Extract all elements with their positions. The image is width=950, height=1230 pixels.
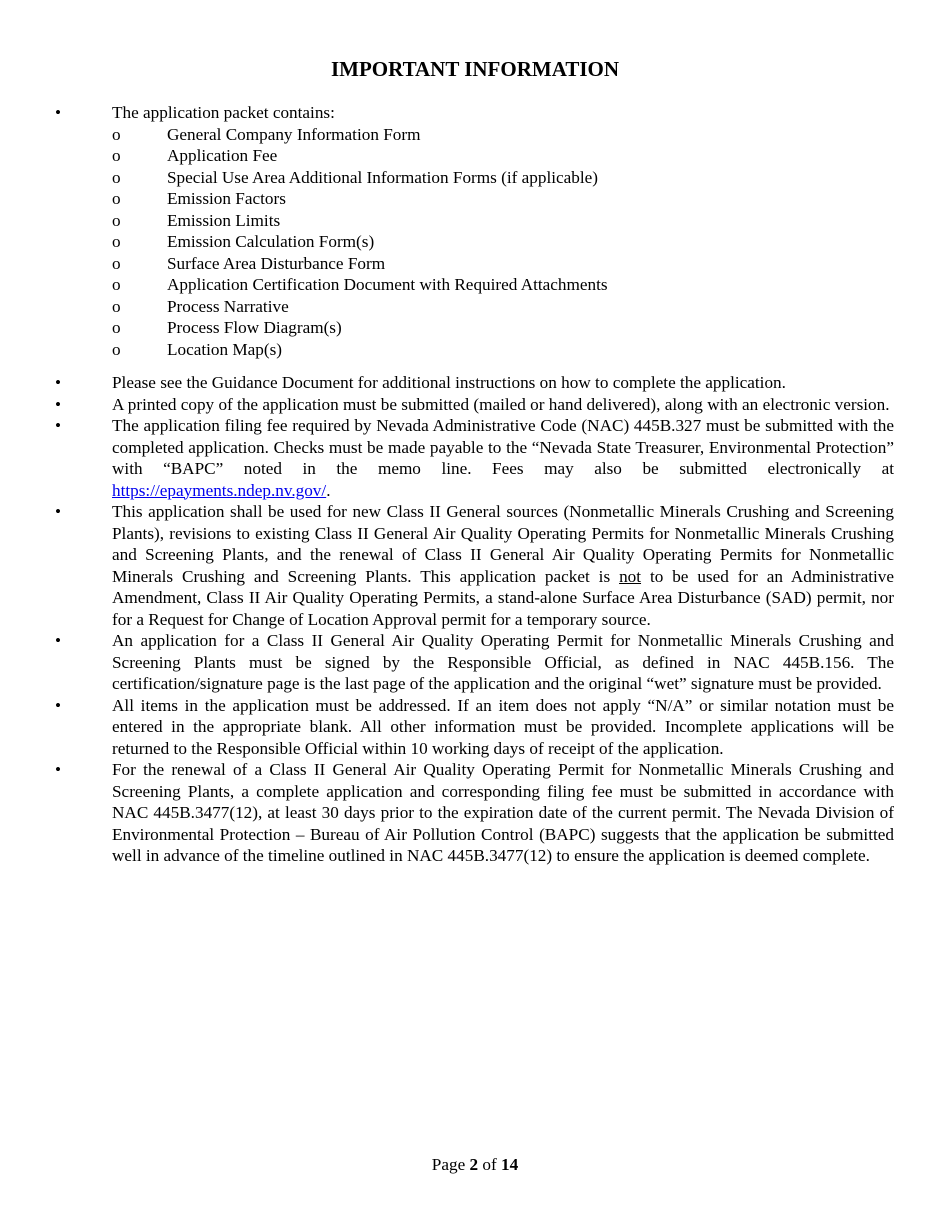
packet-list-item: o Location Map(s) (112, 339, 283, 359)
application-usage-text: This application shall be used for new Class II General sources (Nonmetallic Minerals Crushing and Screening Plants), revisions to existing Class II General Air Quality Operating Permits for Nonmetallic Minerals Crushing and Screening Plants, and the renewal of Class II General Air Quality Operating Permits for Nonmetallic Minerals Crushing and Screening Plants. This application packet is not to be used for an Administrative Amendment, Class II Air Quality Operating Permits, a stand-alone Surface Area Disturbance (SAD) permit, nor for a Request for Change of Location Approval permit for a temporary source. (112, 502, 894, 629)
bullet-item-filing-fee (0, 415, 950, 501)
bullet-item-packet-contents (0, 102, 950, 360)
signature-text: An application for a Class II General Air Quality Operating Permit for Nonmetallic Minerals Crushing and Screening Plants must be signed by the Responsible Official, as defined in NAC 445B.156. The certification/signature page is the last page of the application and the original “wet” signature must be provided. (112, 631, 894, 693)
packet-list-item: o General Company Information Form (112, 124, 421, 144)
bullet-item-signature (0, 630, 950, 695)
bullet-icon: • (55, 103, 62, 122)
of-label: of (482, 1155, 497, 1174)
packet-list-item: o Process Narrative (112, 296, 289, 316)
packet-list-item: o Special Use Area Additional Information Forms (if applicable) (112, 167, 599, 187)
items-addressed-text: All items in the application must be addressed. If an item does not apply “N/A” or similar notation must be entered in the appropriate blank. All other information must be provided. Incomplete applications will be returned to the Responsible Official within 10 working days of receipt of the application. (112, 695, 894, 758)
bullet-item-application-usage (0, 501, 950, 630)
packet-list-item: o Emission Factors (112, 189, 286, 208)
bullet-item-renewal (0, 759, 950, 867)
current-page-number: 2 (469, 1155, 479, 1174)
bullet-icon: • (55, 394, 62, 414)
sub-bullet-icon: o (112, 146, 121, 165)
bullet-item-guidance (0, 372, 950, 394)
packet-list-item: o Surface Area Disturbance Form (112, 253, 386, 273)
bullet-icon: • (55, 760, 62, 779)
packet-contents-list (112, 124, 894, 361)
packet-list-item: o Process Flow Diagram(s) (112, 318, 342, 337)
renewal-text: For the renewal of a Class II General Air Quality Operating Permit for Nonmetallic Minerals Crushing and Screening Plants, a complete application and corresponding filing fee must be submitted in accordance with NAC 445B.3477(12), at least 30 days prior to the expiration date of the current permit. The Nevada Division of Environmental Protection – Bureau of Air Pollution Control (BAPC) suggests that the application be submitted well in advance of the timeline outlined in NAC 445B.3477(12) to ensure the application is deemed complete. (112, 760, 894, 865)
sub-bullet-icon: o (112, 232, 121, 251)
bullet-icon: • (55, 416, 62, 435)
packet-list-item: o Application Certification Document with Required Attachments (112, 275, 608, 294)
total-pages-number: 14 (501, 1155, 519, 1174)
information-bullet-list (0, 102, 950, 867)
bullet-icon: • (55, 695, 62, 715)
sub-bullet-icon: o (112, 210, 121, 230)
packet-list-item: o Application Fee (112, 146, 278, 165)
sub-bullet-icon: o (112, 189, 121, 208)
bullet-item-printed-copy (0, 394, 950, 416)
bullet-icon: • (55, 631, 62, 650)
guidance-text: Please see the Guidance Document for additional instructions on how to complete the application. (112, 373, 786, 392)
sub-bullet-icon: o (112, 124, 121, 144)
filing-fee-text: The application filing fee required by Nevada Administrative Code (NAC) 445B.327 must be submitted with the completed application. Checks must be made payable to the “Nevada State Treasurer, Environmental Protection” with “BAPC” noted in the memo line. Fees may also be submitted electronically at https://epayments.ndep.nv.gov/. (112, 416, 894, 500)
packet-list-item: o Emission Calculation Form(s) (112, 232, 375, 251)
printed-copy-text: A printed copy of the application must be submitted (mailed or hand delivered), along with an electronic version. (112, 394, 890, 414)
bullet-item-items-addressed (0, 695, 950, 760)
sub-bullet-icon: o (112, 253, 121, 273)
emphasis-not: not (619, 566, 642, 586)
page-label: Page (431, 1155, 466, 1174)
sub-bullet-icon: o (112, 275, 121, 294)
epayments-link[interactable]: https://epayments.ndep.nv.gov/ (112, 480, 327, 500)
packet-list-item: o Emission Limits (112, 210, 281, 230)
bullet-icon: • (55, 502, 62, 521)
sub-bullet-icon: o (112, 167, 121, 187)
sub-bullet-icon: o (112, 339, 121, 359)
bullet-icon: • (55, 373, 62, 392)
sub-bullet-icon: o (112, 296, 121, 316)
packet-intro-text: The application packet contains: (112, 103, 335, 122)
page-footer (0, 1154, 950, 1175)
page-title: IMPORTANT INFORMATION (330, 57, 619, 81)
sub-bullet-icon: o (112, 318, 121, 337)
list-spacer (0, 360, 950, 372)
